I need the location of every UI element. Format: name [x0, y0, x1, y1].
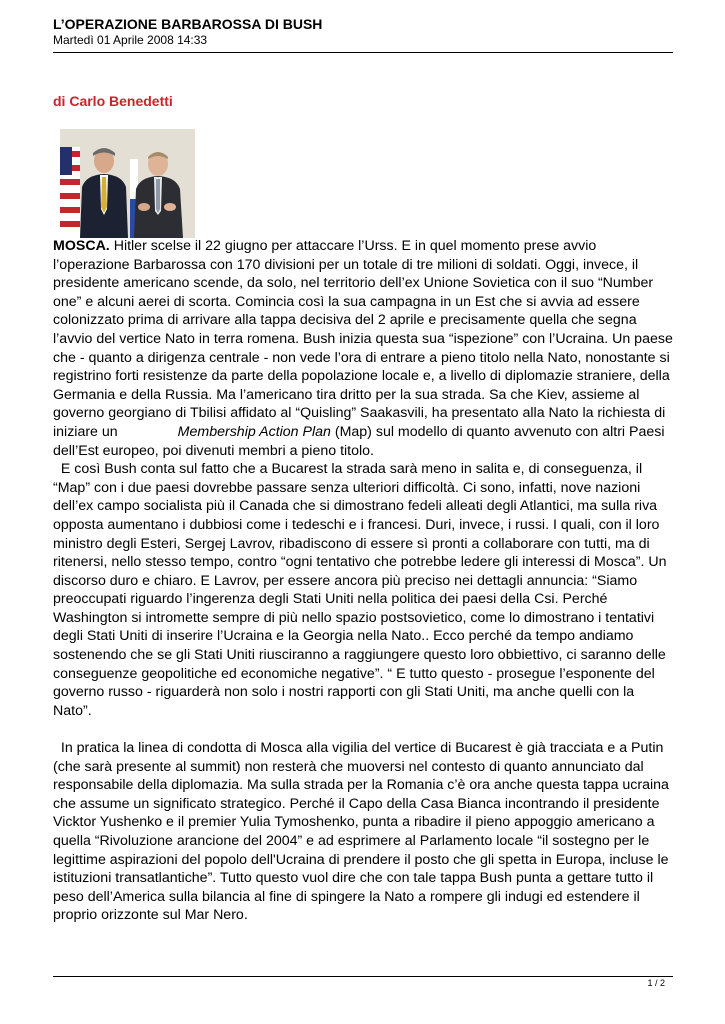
photo-two-leaders-flag-icon	[60, 129, 195, 238]
article-body	[53, 237, 673, 925]
header-divider	[53, 52, 673, 53]
article-paragraph: E così Bush conta sul fatto che a Bucarest la strada sarà meno in salita e, di conseguenza, il “Map” con i due paesi dovrebbe passare senza ulteriori difficoltà. Ci sono, infatti, nove nazioni dell’ex campo socialista più il Canada che si dimostrano fedeli alleati degli Atlantici, ma sulla riva opposta aumentano i dubbiosi come i tedeschi e i francesi. Duri, invece, i russi. I quali, con il loro ministro degli Esteri, Sergej Lavrov, ribadiscono di essere sì pronti a collaborare con tutti, ma di ritenersi, nello stesso tempo, contro “ogni tentativo che potrebbe ledere gli interessi di Mosca”. Un discorso duro e chiaro. E Lavrov, per essere ancora più preciso nei dettagli annuncia: “Siamo preoccupati riguardo l’ingerenza degli Stati Uniti nella politica dei paesi della Csi. Perché Washington si intromette sempre di più nello spazio postsovietico, come lo dimostrano i tentativi degli Stati Uniti di inserire l’Ucraina e la Georgia nella Nato.. Ecco perché da tempo andiamo sostenendo che se gli Stati Uniti riusciranno a raggiungere questo loro obbiettivo, ci saranno delle conseguenze geopolitiche ed economiche negative”. “ E tutto questo - prosegue l’esponente del governo russo - riguarderà non solo i nostri rapporti con gli Stati Uniti, ma anche quelli con la Nato”.	[53, 461, 671, 719]
page-number: 1 / 2	[647, 978, 665, 988]
page-title: L’OPERAZIONE BARBAROSSA DI BUSH	[53, 16, 323, 32]
dateline: MOSCA.	[53, 238, 110, 254]
author-byline: di Carlo Benedetti	[53, 93, 173, 109]
publish-date: Martedì 01 Aprile 2008 14:33	[53, 33, 208, 47]
document-header	[53, 15, 673, 48]
footer-divider	[53, 976, 673, 977]
article-photo	[60, 129, 195, 238]
paragraph-text: (Map) sul modello di quanto avvenuto con altri Paesi dell’Est europeo, poi divenuti membri a pieno titolo.	[53, 423, 665, 459]
italic-term: Membership Action Plan	[177, 423, 331, 440]
article-paragraph	[53, 237, 673, 460]
article-paragraph: In pratica la linea di condotta di Mosca alla vigilia del vertice di Bucarest è già tracciata e a Putin (che sarà presente al summit) non resterà che muoversi nel contesto di quanto annunciato dal responsabile della diplomazia. Ma sulla strada per la Romania c’è ora anche questa tappa ucraina che assume un significato strategico. Perché il Capo della Casa Bianca incontrando il presidente Vicktor Yushenko e il premier Yulia Tymoshenko, punta a ribadire il pieno appoggio americano a quella “Rivoluzione arancione del 2004” e ad esprimere al Parlamento locale “il sostegno per le legittime aspirazioni del popolo dell'Ucraina di prendere il posto che gli spetta in Europa, incluse le istituzioni transatlantiche”. Tutto questo vuol dire che con tale tappa Bush punta a gettare tutto il peso dell’America sulla bilancia al fine di spingere la Nato a rompere gli indugi ed estendere il proprio orizzonte sul Mar Nero.	[53, 740, 673, 924]
paragraph-text: Hitler scelse il 22 giugno per attaccare l’Urss. E in quel momento prese avvio l’operazione Barbarossa con 170 divisioni per un totale di tre milioni di soldati. Oggi, invece, il presidente americano scende, da solo, nel territorio dell’ex Unione Sovietica con il suo “Number one” e alcuni aerei di scorta. Comincia così la sua campagna in un Est che si avvia ad essere colonizzato prima di arrivare alla tappa decisiva del 2 aprile e precisamente quella che segna l’avvio del vertice Nato in terra romena. Bush inizia questa sua “ispezione” con l’Ucraina. Un paese che - quanto a dirigenza centrale - non vede l’ora di entrare a pieno titolo nella Nato, nonostante si registrino forti resistenze da parte della popolazione locale e, a livello di diplomazie straniere, della Germania e della Russia. Ma l’americano tira dritto per la sua strada. Sa che Kiev, assieme al governo georgiano di Tbilisi affidato al “Quisling” Saakasvili, ha presentato alla Nato la richiesta di iniziare un	[53, 238, 673, 440]
